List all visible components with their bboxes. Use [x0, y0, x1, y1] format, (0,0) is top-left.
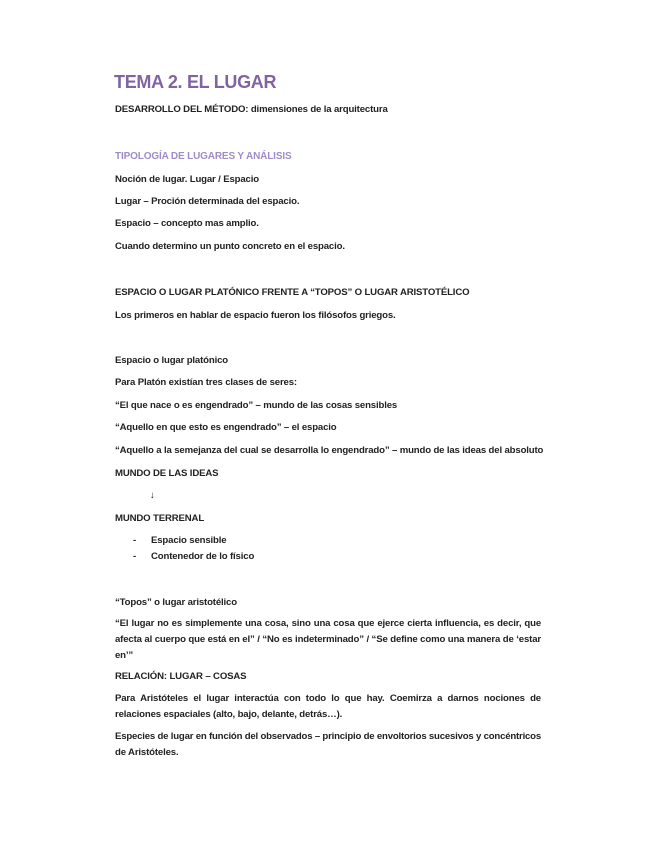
text-line: Para Platón existían tres clases de seres: — [115, 377, 297, 388]
bullet-marker: - — [133, 535, 137, 546]
list-item-text: Espacio sensible — [151, 535, 227, 546]
text-line: Lugar – Proción determinada del espacio. — [115, 196, 300, 207]
text-line: en’” — [115, 650, 134, 661]
text-line: “El que nace o es engendrado” – mundo de las cosas sensibles — [115, 400, 398, 411]
text-line: Para Aristóteles el lugar interactúa con todo lo que hay. Coemirza a darnos nociones de — [115, 693, 541, 704]
mundo-ideas: MUNDO DE LAS IDEAS — [115, 468, 219, 479]
list-item — [133, 551, 254, 563]
list-item — [133, 535, 226, 547]
text-line: relaciones espaciales (alto, bajo, delante, detrás…). — [115, 709, 343, 720]
relacion-heading: RELACIÓN: LUGAR – COSAS — [115, 671, 247, 682]
aristoteles-heading: “Topos” o lugar aristotélico — [115, 597, 237, 608]
text-line: Especies de lugar en función del observados – principio de envoltorios sucesivos y concéntricos — [115, 731, 541, 742]
arrow-down-icon: ↓ — [150, 490, 155, 501]
text-line: afecta al cuerpo que está en el” / “No es indeterminado” / “Se define como una manera de ‘estar — [115, 634, 541, 645]
section-heading: TIPOLOGÍA DE LUGARES Y ANÁLISIS — [115, 151, 292, 162]
page-title: TEMA 2. EL LUGAR — [114, 72, 277, 92]
subsection-heading: ESPACIO O LUGAR PLATÓNICO FRENTE A “TOPOS” O LUGAR ARISTOTÉLICO — [115, 287, 470, 298]
subtitle: DESARROLLO DEL MÉTODO: dimensiones de la arquitectura — [115, 104, 388, 115]
mundo-terrenal: MUNDO TERRENAL — [115, 513, 205, 524]
text-line: “Aquello a la semejanza del cual se desarrolla lo engendrado” – mundo de las ideas del absoluto — [115, 445, 544, 456]
list-item-text: Contenedor de lo físico — [151, 551, 255, 562]
text-line: Los primeros en hablar de espacio fueron los filósofos griegos. — [115, 310, 396, 321]
bullet-marker: - — [133, 551, 137, 562]
text-line: Cuando determino un punto concreto en el espacio. — [115, 241, 345, 252]
text-line: Espacio – concepto mas amplio. — [115, 218, 259, 229]
text-line: “Aquello en que esto es engendrado” – el espacio — [115, 422, 337, 433]
text-line: “El lugar no es simplemente una cosa, sino una cosa que ejerce cierta influencia, es decir, que — [115, 618, 541, 629]
text-line: Noción de lugar. Lugar / Espacio — [115, 174, 259, 185]
text-line: de Aristóteles. — [115, 747, 179, 758]
platon-heading: Espacio o lugar platónico — [115, 355, 228, 366]
